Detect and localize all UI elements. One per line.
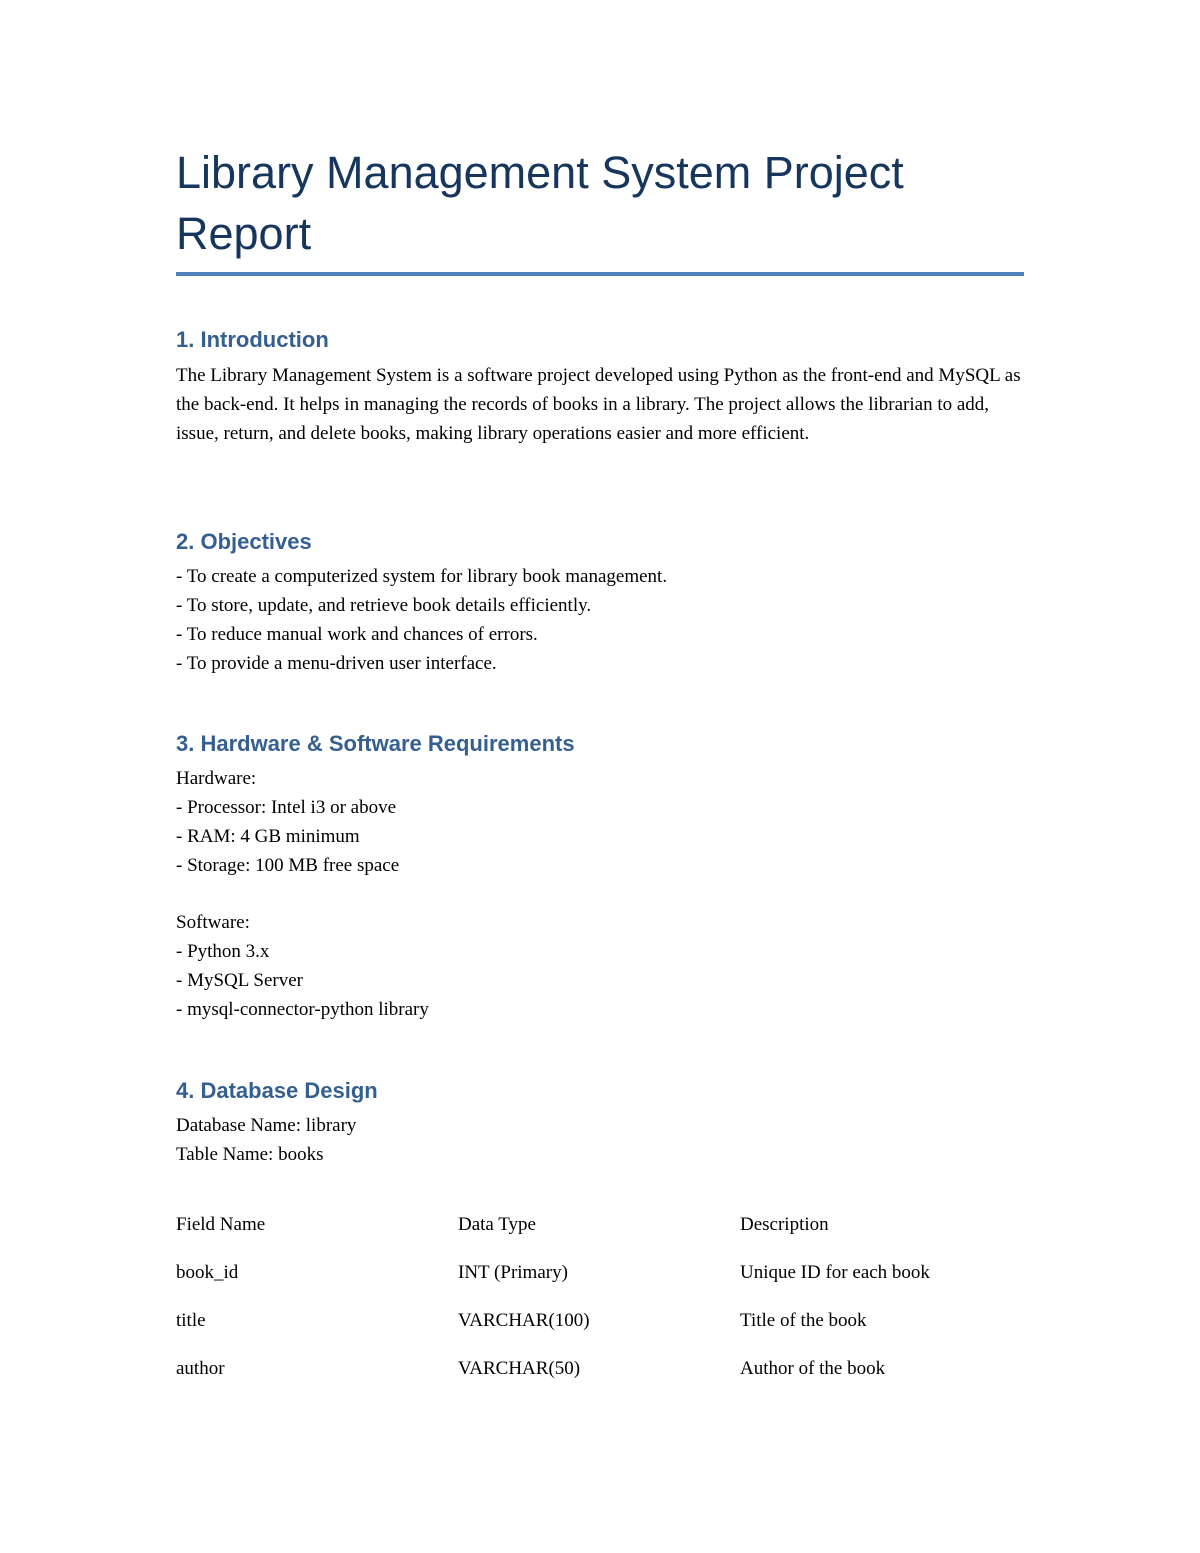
- title-underline: [176, 272, 1024, 276]
- table-cell: title: [176, 1310, 206, 1331]
- database-info: [176, 1111, 1026, 1169]
- books-table: [176, 1214, 1026, 1406]
- table-cell: VARCHAR(100): [458, 1310, 590, 1331]
- list-item: - To reduce manual work and chances of errors.: [176, 624, 538, 645]
- list-item: - mysql-connector-python library: [176, 999, 429, 1020]
- software-label: Software:: [176, 912, 250, 933]
- table-cell: book_id: [176, 1262, 239, 1283]
- heading-database-design: 4. Database Design: [176, 1078, 378, 1103]
- table-name: Table Name: books: [176, 1144, 324, 1165]
- list-item: - To store, update, and retrieve book details efficiently.: [176, 595, 592, 616]
- table-row: [176, 1358, 1026, 1406]
- database-name: Database Name: library: [176, 1115, 357, 1136]
- objectives-list: [176, 562, 1026, 678]
- heading-objectives: 2. Objectives: [176, 529, 312, 554]
- heading-introduction: 1. Introduction: [176, 327, 329, 352]
- list-item: - Storage: 100 MB free space: [176, 855, 400, 876]
- hardware-label: Hardware:: [176, 768, 257, 789]
- table-cell: Title of the book: [740, 1310, 867, 1331]
- table-cell: INT (Primary): [458, 1262, 568, 1283]
- header-cell: Description: [740, 1214, 829, 1235]
- table-cell: author: [176, 1358, 225, 1379]
- software-list: [176, 908, 1026, 1024]
- table-cell: VARCHAR(50): [458, 1358, 581, 1379]
- document-title: Library Management System Project Report: [176, 147, 904, 259]
- table-row: [176, 1262, 1026, 1310]
- list-item: - To create a computerized system for library book management.: [176, 566, 668, 587]
- list-item: - To provide a menu-driven user interface.: [176, 653, 497, 674]
- table-cell: Unique ID for each book: [740, 1262, 930, 1283]
- list-item: - RAM: 4 GB minimum: [176, 826, 360, 847]
- list-item: - Processor: Intel i3 or above: [176, 797, 397, 818]
- table-cell: Author of the book: [740, 1358, 886, 1379]
- header-cell: Field Name: [176, 1214, 266, 1235]
- table-row: [176, 1310, 1026, 1358]
- table-header-row: [176, 1214, 1026, 1262]
- introduction-paragraph: The Library Management System is a software project developed using Python as the front-end and MySQL as the back-end. It helps in managing the records of books in a library. The project allows the librarian to add, issue, return, and delete books, making library operations easier and more efficient.: [176, 365, 1021, 444]
- header-cell: Data Type: [458, 1214, 536, 1235]
- list-item: - MySQL Server: [176, 970, 303, 991]
- hardware-list: [176, 764, 1026, 880]
- list-item: - Python 3.x: [176, 941, 270, 962]
- heading-requirements: 3. Hardware & Software Requirements: [176, 731, 575, 756]
